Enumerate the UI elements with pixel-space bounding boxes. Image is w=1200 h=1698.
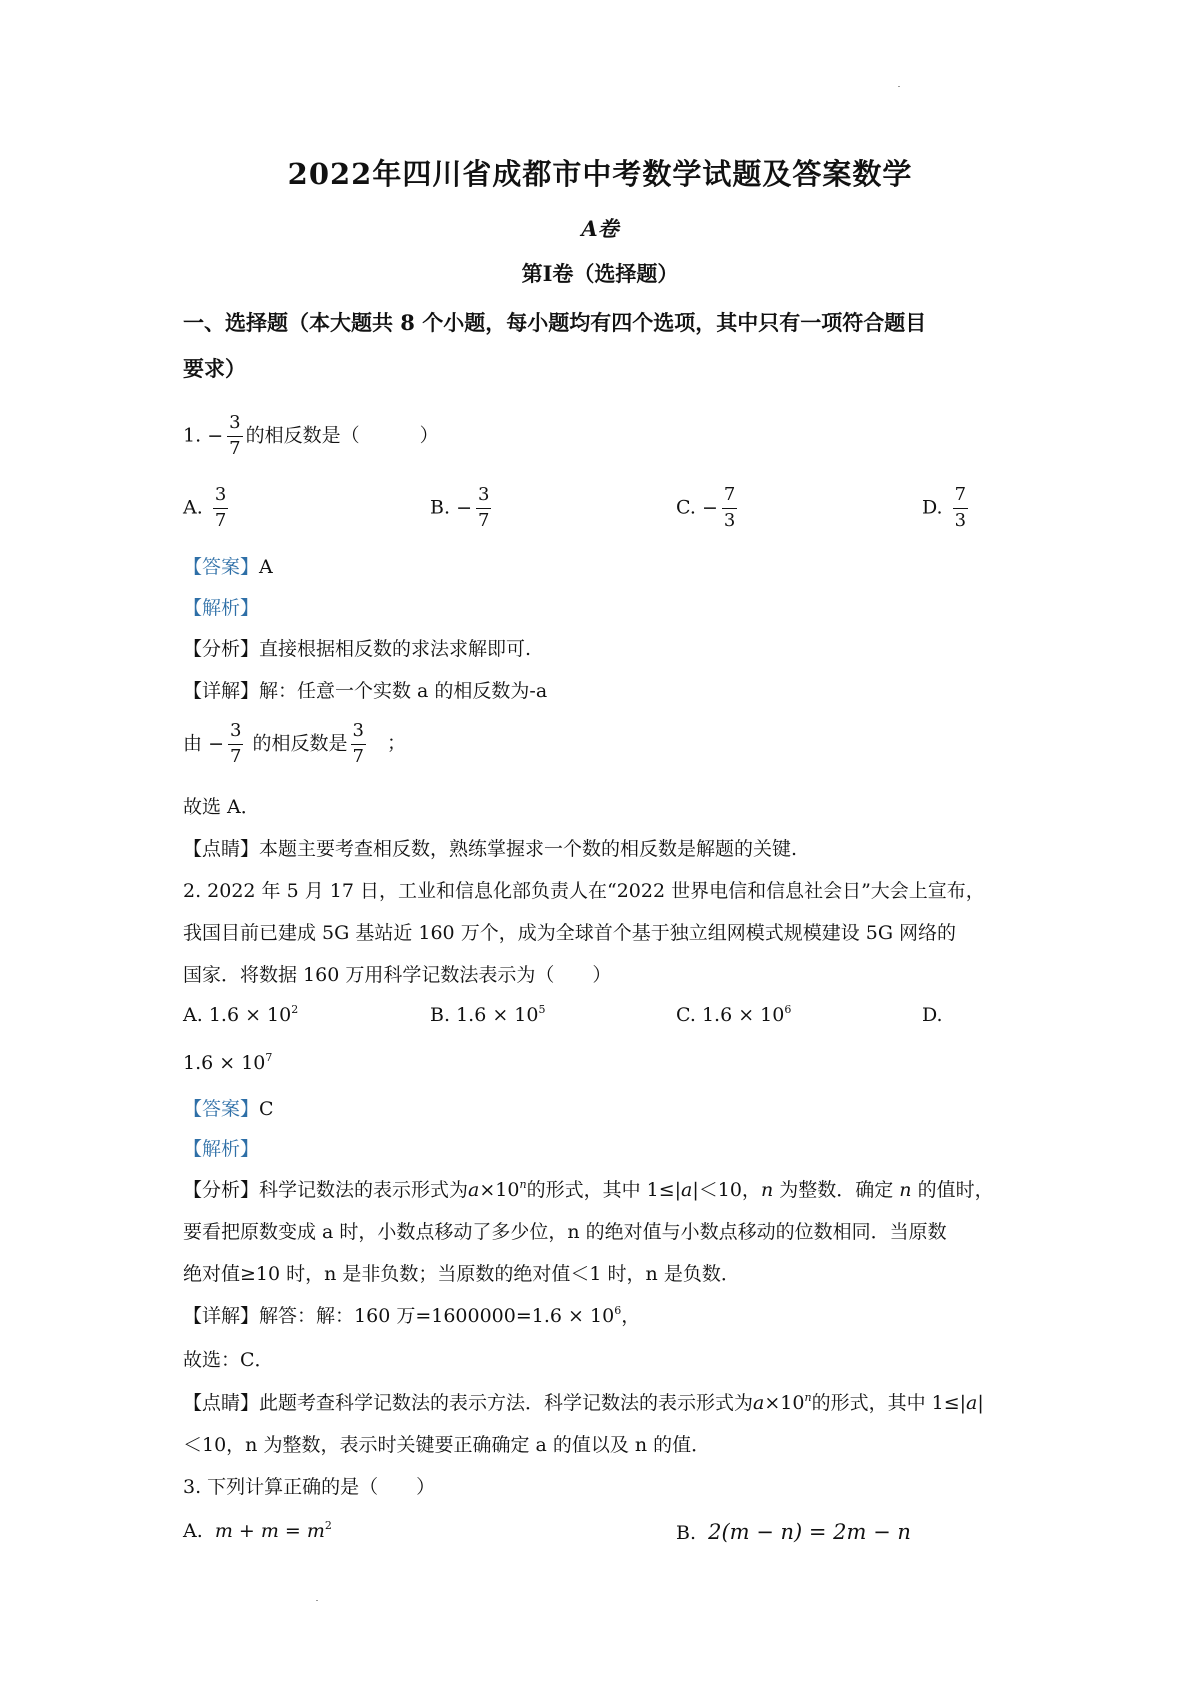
question-2-stem-line3: 国家．将数据 160 万用科学记数法表示为（ ）: [183, 964, 612, 986]
q2-fenxi-line2: 要看把原数变成 a 时，小数点移动了多少位，n 的绝对值与小数点移动的位数相同．当原数: [183, 1221, 947, 1243]
q2-option-d-label: D.: [922, 1004, 943, 1026]
q2-answer: 【答案】C: [183, 1098, 274, 1120]
q1-point: 【点睛】本题主要考查相反数，熟练掌握求一个数的相反数是解题的关键.: [183, 838, 798, 860]
q1-detail: 【详解】解：任意一个实数 a 的相反数为-a: [183, 680, 548, 702]
q2-option-b: B. $1.6 \times 10^5$: [430, 1003, 546, 1026]
q1-option-a: A. $\frac{3}{7}$: [183, 484, 227, 531]
question-2-stem-line2: 我国目前已建成 5G 基站近 160 万个，成为全球首个基于独立组网模式规模建设 5G 网络的: [183, 922, 957, 944]
q1-option-d: D. $\frac{7}{3}$: [922, 484, 967, 531]
q2-fenxi-line3: 绝对值≥10 时，n 是非负数；当原数的绝对值＜1 时，n 是负数．: [183, 1263, 740, 1285]
q2-point-line1: 【点睛】此题考查科学记数法的表示方法．科学记数法的表示形式为$a\times 10^n$的形式，其中 1≤|a|: [183, 1391, 984, 1414]
scan-mark: [898, 86, 900, 87]
volume-heading: A卷: [581, 216, 619, 241]
fraction: $\frac{3}{7}$: [229, 412, 241, 459]
q2-option-c: C. $1.6 \times 10^6$: [676, 1003, 792, 1026]
question-2-stem-line1: 2. 2022 年 5 月 17 日，工业和信息化部负责人在“2022 世界电信和信息社会日”大会上宣布，: [183, 880, 985, 902]
question-3-stem: 3. 下列计算正确的是（ ）: [183, 1476, 436, 1498]
q2-option-a: A. $1.6 \times 10^2$: [183, 1003, 299, 1026]
section-heading-line1: 一、选择题（本大题共 8 个小题，每小题均有四个选项，其中只有一项符合题目: [183, 310, 927, 335]
document-title: 2022年四川省成都市中考数学试题及答案数学: [287, 157, 913, 191]
section-heading-line2: 要求）: [183, 356, 246, 381]
q2-detail: 【详解】解答：解：160 万$=1600000=1.6 \times 10^6$，: [183, 1304, 641, 1327]
q2-choose: 故选：C．: [183, 1349, 274, 1371]
q2-fenxi-line1: 【分析】科学记数法的表示形式为$a\times 10^n$的形式，其中 1≤|a|＜10，n 为整数．确定 n 的值时，: [183, 1178, 994, 1201]
q3-option-a: A. $m + m = m^2$: [183, 1519, 332, 1542]
q2-point-line2: ＜10，n 为整数，表示时关键要正确确定 a 的值以及 n 的值．: [183, 1434, 711, 1456]
question-1-stem: 1. − $\frac{3}{7}$ 的相反数是（ ）: [183, 412, 439, 459]
q1-choose: 故选 A．: [183, 796, 260, 818]
part-heading: 第Ⅰ卷（选择题）: [521, 261, 679, 286]
q3-option-b: B. 2(m − n) = 2m − n: [676, 1520, 911, 1544]
q2-option-d-value: $1.6 \times 10^7$: [183, 1051, 273, 1074]
q2-analysis-tag: 【解析】: [183, 1138, 260, 1160]
q1-option-b: B. − $\frac{3}{7}$: [430, 484, 490, 531]
scan-mark: [316, 1600, 318, 1601]
q1-detail-step: 由 − $\frac{3}{7}$ 的相反数是 $\frac{3}{7}$ ；: [183, 720, 407, 767]
q1-fenxi: 【分析】直接根据相反数的求法求解即可.: [183, 638, 532, 660]
q1-answer: 【答案】A: [183, 556, 273, 578]
q1-option-c: C. − $\frac{7}{3}$: [676, 484, 736, 531]
q1-analysis-tag: 【解析】: [183, 597, 260, 619]
